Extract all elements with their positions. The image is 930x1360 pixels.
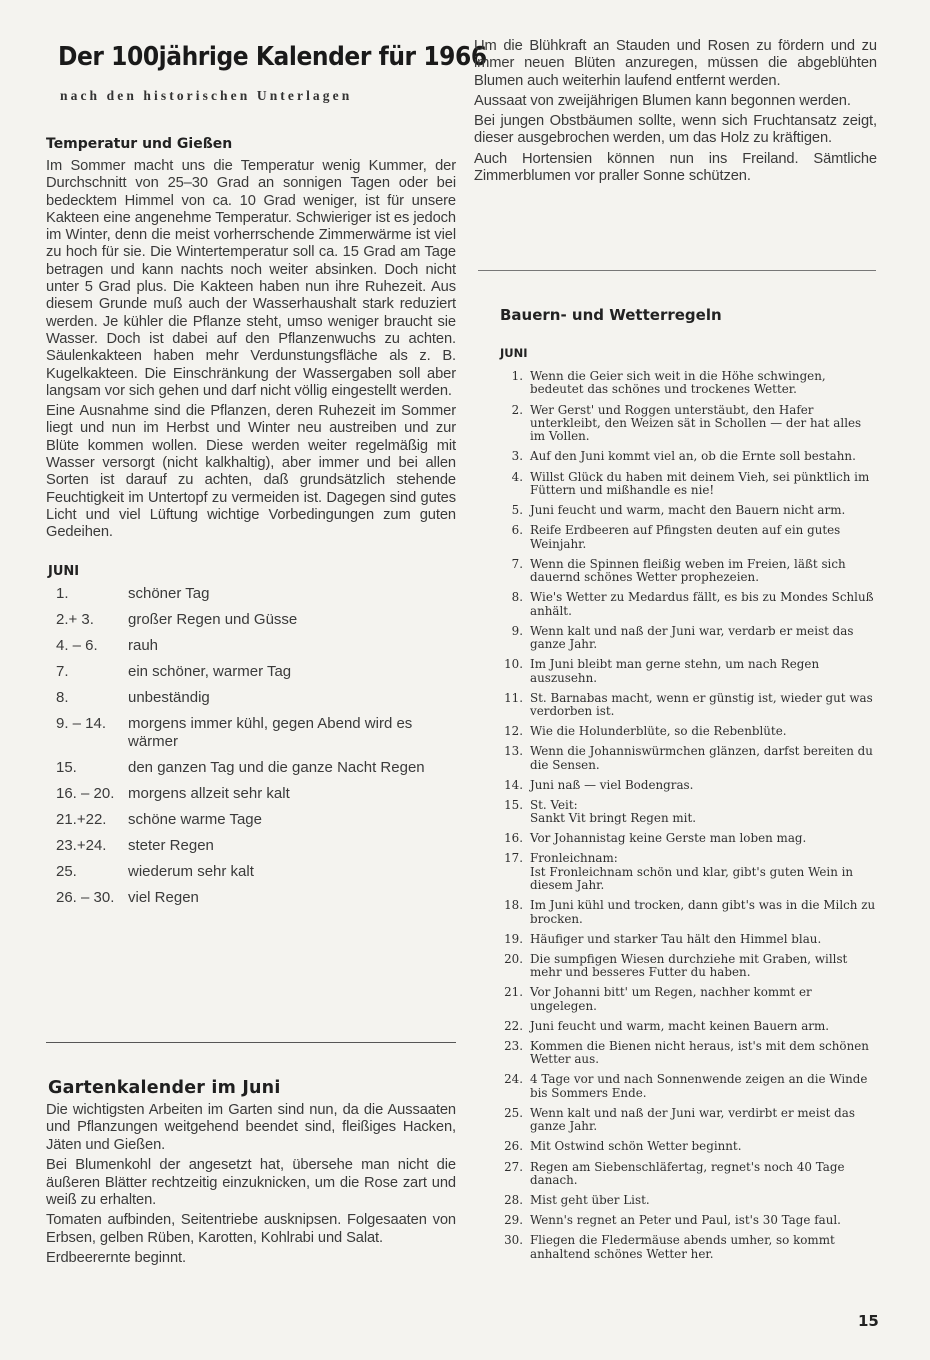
rule-number: 13.	[504, 744, 523, 759]
rule-text: Regen am Siebenschläfertag, regnet's noch 40 Tage danach.	[530, 1159, 845, 1187]
rule-text: Wenn's regnet an Peter und Paul, ist's 30 Tage faul.	[530, 1213, 841, 1228]
garden-continued-paragraph: Um die Blühkraft an Stauden und Rosen zu fördern und zu immer neuen Blüten anzuregen, müssen die abgeblühten Blumen auch weiterhin laufend entfernt werden.	[474, 38, 877, 89]
calendar-days: 1.	[56, 584, 69, 602]
rule-text: 4 Tage vor und nach Sonnenwende zeigen an die Winde bis Sommers Ende.	[530, 1072, 868, 1100]
rule-text: Wenn kalt und naß der Juni war, verdarb er meist das ganze Jahr.	[530, 623, 854, 651]
rule-text: Vor Johannistag keine Gerste man loben mag.	[530, 831, 807, 846]
rule-item	[500, 658, 878, 685]
rule-item	[500, 852, 878, 892]
garden-continued-paragraph: Aussaat von zweijährigen Blumen kann begonnen werden.	[474, 92, 851, 109]
right-column	[474, 38, 877, 187]
calendar-text: großer Regen und Güsse	[128, 610, 298, 628]
rule-text: Reife Erdbeeren auf Pfingsten deuten auf ein gutes Weinjahr.	[530, 523, 841, 551]
rule-number: 16.	[504, 831, 523, 846]
rules-heading: Bauern- und Wetterregeln	[500, 306, 722, 324]
rule-number: 22.	[504, 1018, 523, 1033]
rule-number: 10.	[504, 657, 523, 672]
rule-number: 8.	[511, 590, 523, 605]
rule-text: Kommen die Bienen nicht heraus, ist's mit dem schönen Wetter aus.	[530, 1038, 869, 1067]
rule-number: 6.	[511, 523, 523, 538]
rule-number: 26.	[504, 1139, 523, 1154]
garden-paragraph: Die wichtigsten Arbeiten im Garten sind nun, da die Aussaaten und Pflanzungen weitgehend beendet sind, fleißiges Hacken, Jäten und Gießen.	[46, 1102, 456, 1153]
rule-number: 19.	[504, 931, 523, 946]
calendar-entry	[46, 663, 456, 681]
calendar-entry	[46, 785, 456, 803]
rule-item	[500, 953, 878, 980]
rule-text: Im Juni bleibt man gerne stehn, um nach Regen auszusehn.	[530, 657, 820, 685]
calendar-days: 25.	[56, 862, 77, 880]
calendar-days: 21.+22.	[56, 810, 107, 828]
farmer-weather-rules	[500, 306, 878, 1268]
calendar-entry	[46, 637, 456, 655]
rule-text: Juni naß — viel Bodengras.	[530, 777, 694, 792]
rule-number: 30.	[504, 1233, 523, 1248]
rule-item	[500, 832, 878, 845]
rule-number: 28.	[504, 1193, 523, 1208]
garden-continued-paragraph: Bei jungen Obstbäumen sollte, wenn sich Fruchtansatz zeigt, dieser ausgebrochen werden, um das Holz zu kräftigen.	[474, 113, 877, 147]
calendar-text: morgens allzeit sehr kalt	[128, 784, 290, 802]
rule-text: Mit Ostwind schön Wetter beginnt.	[530, 1139, 742, 1154]
rule-text: Wenn die Spinnen fleißig weben im Freien, läßt sich dauernd schönes Wetter prophezeien.	[530, 556, 846, 584]
calendar-days: 9. – 14.	[56, 714, 107, 732]
rule-item	[500, 933, 878, 946]
rule-item	[500, 1073, 878, 1100]
rule-text: Fliegen die Fledermäuse abends umher, so kommt anhaltend schönes Wetter her.	[530, 1233, 835, 1261]
rule-item	[500, 692, 878, 719]
garden-paragraph: Tomaten aufbinden, Seitentriebe ausknipsen. Folgesaaten von Erbsen, gelben Rüben, Karotten, Kohlrabi und Salat.	[46, 1212, 456, 1246]
garden-heading: Gartenkalender im Juni	[48, 1078, 281, 1098]
calendar-entry	[46, 715, 456, 751]
calendar-entry	[46, 689, 456, 707]
rule-text: Auf den Juni kommt viel an, ob die Ernte soll bestahn.	[530, 449, 856, 464]
rule-item	[500, 524, 878, 551]
page-subtitle: nach den historischen Unterlagen	[60, 88, 353, 103]
rule-text: Wenn die Johanniswürmchen glänzen, darfst bereiten du die Sensen.	[530, 744, 873, 772]
calendar-text: steter Regen	[128, 836, 214, 854]
rule-item	[500, 1107, 878, 1134]
calendar-entry	[46, 585, 456, 603]
temperature-paragraph: Eine Ausnahme sind die Pflanzen, deren Ruhezeit im Sommer liegt und nun im Herbst und Winter neu austreiben und zur Blüte kommen wollen. Diese werden weiter regelmäßig mit Wasser versorgt (nicht kalkhaltig), aber immer und bei allen Sorten ist darauf zu achten, daß grundsätzlich stehende Feuchtigkeit im Untertopf zu vermeiden ist. Dagegen sind gutes Licht und viel Lüftung wichtige Vorbedingungen zum guten Gedeihen.	[46, 403, 456, 541]
rule-text: Wie die Holunderblüte, so die Rebenblüte.	[530, 724, 787, 739]
rule-number: 15.	[504, 797, 523, 812]
calendar-days: 8.	[56, 688, 69, 706]
calendar-text: viel Regen	[128, 888, 199, 906]
rule-number: 7.	[511, 556, 523, 571]
rule-number: 29.	[504, 1213, 523, 1228]
rule-number: 27.	[504, 1159, 523, 1174]
rule-item	[500, 504, 878, 517]
temperature-paragraph: Im Sommer macht uns die Temperatur wenig Kummer, der Durchschnitt von 25–30 Grad an sonnigen Tagen oder bei bedecktem Himmel von ca. 10 Grad weniger, ist für unsere Kakteen eine angenehme Temperatur. Schwieriger ist es jedoch im Winter, denn die meist vorherrschende Zimmerwärme ist viel zu hoch für sie. Die Wintertemperatur soll ca. 15 Grad am Tage betragen und kann nachts noch weiter absinken. Doch nicht unter 5 Grad plus. Die Kakteen haben nun ihre Ruhezeit. Aus diesem Grunde muß auch der Wasserhaushalt stark reduziert werden. Je kühler die Pflanze steht, umso weniger braucht sie Wasser. Doch ist dabei auf den Pflanzenwuchs zu achten. Säulenkakteen haben mehr Verdunstungsfläche als z. B. Kugelkakteen. Die Einschränkung der Wassergaben soll aber langsam vor sich gehen und darf nicht völlig eingestellt werden.	[46, 158, 456, 399]
calendar-text: rauh	[128, 636, 159, 654]
rule-item	[500, 450, 878, 463]
calendar-days: 26. – 30.	[56, 888, 115, 906]
garden-paragraph: Erdbeerernte beginnt.	[46, 1250, 186, 1267]
rule-item	[500, 745, 878, 772]
rule-item	[500, 725, 878, 738]
rule-text: Wer Gerst' und Roggen unterstäubt, den Hafer unterkleibt, den Weizen sät in Schollen — der hat alles im Vollen.	[530, 402, 862, 444]
calendar-days: 15.	[56, 758, 77, 776]
calendar-days: 2.+ 3.	[56, 610, 94, 628]
rule-text: Häufiger und starker Tau hält den Himmel blau.	[530, 931, 822, 946]
weather-calendar	[46, 585, 456, 907]
calendar-days: 23.+24.	[56, 836, 107, 854]
rule-text: Juni feucht und warm, macht den Bauern nicht arm.	[530, 503, 846, 517]
calendar-text: schöne warme Tage	[128, 810, 262, 828]
rule-number: 14.	[504, 777, 523, 792]
rule-item	[500, 370, 878, 397]
rule-number: 23.	[504, 1038, 523, 1053]
rule-item	[500, 591, 878, 618]
rule-number: 5.	[511, 503, 523, 517]
rule-item	[500, 799, 878, 826]
rule-text: Wenn kalt und naß der Juni war, verdirbt er meist das ganze Jahr.	[530, 1105, 855, 1134]
calendar-text: den ganzen Tag und die ganze Nacht Regen	[128, 758, 425, 776]
rule-text: Wie's Wetter zu Medardus fällt, es bis zu Mondes Schluß anhält.	[530, 590, 874, 618]
calendar-text: wiederum sehr kalt	[128, 862, 254, 880]
rule-item	[500, 1020, 878, 1033]
rule-number: 2.	[511, 402, 523, 417]
rule-text: Fronleichnam: Ist Fronleichnam schön und klar, gibt's guten Wein in diesem Jahr.	[530, 851, 854, 893]
calendar-text: unbeständig	[128, 688, 210, 706]
calendar-entry	[46, 811, 456, 829]
rule-text: Mist geht über List.	[530, 1193, 650, 1208]
rule-number: 24.	[504, 1072, 523, 1087]
temperature-heading: Temperatur und Gießen	[46, 136, 233, 152]
rule-number: 3.	[511, 449, 523, 464]
rule-number: 20.	[504, 951, 523, 966]
calendar-entry	[46, 863, 456, 881]
rule-text: Wenn die Geier sich weit in die Höhe schwingen, bedeutet das schönes und trockenes Wetter.	[530, 369, 826, 397]
calendar-entry	[46, 889, 456, 907]
rule-item	[500, 558, 878, 585]
rule-item	[500, 1161, 878, 1188]
calendar-days: 7.	[56, 662, 69, 680]
rule-text: Willst Glück du haben mit deinem Vieh, sei pünktlich im Füttern und mißhandle es nie!	[530, 469, 870, 497]
calendar-entry	[46, 611, 456, 629]
rules-list	[500, 370, 878, 1261]
garden-calendar	[46, 1078, 456, 1270]
rules-subheading: JUNI	[500, 346, 528, 360]
section-divider	[46, 1042, 456, 1043]
rule-item	[500, 1040, 878, 1067]
rule-item	[500, 1214, 878, 1227]
calendar-days: 16. – 20.	[56, 784, 115, 802]
rule-item	[500, 1234, 878, 1261]
rule-number: 18.	[504, 898, 523, 913]
rule-number: 17.	[504, 851, 523, 866]
section-divider	[478, 270, 876, 271]
calendar-entry	[46, 759, 456, 777]
rule-text: Juni feucht und warm, macht keinen Bauern arm.	[530, 1018, 830, 1033]
rule-number: 11.	[504, 690, 523, 705]
calendar-text: morgens immer kühl, gegen Abend wird es wärmer	[128, 714, 413, 750]
rule-number: 25.	[504, 1105, 523, 1120]
page-title: Der 100jährige Kalender für 1966	[58, 42, 487, 72]
rule-item	[500, 899, 878, 926]
rule-item	[500, 471, 878, 498]
rule-number: 1.	[511, 369, 523, 383]
rule-item	[500, 1140, 878, 1153]
rule-item	[500, 986, 878, 1013]
calendar-entry	[46, 837, 456, 855]
page-number: 15	[858, 1312, 879, 1330]
calendar-text: ein schöner, warmer Tag	[128, 662, 292, 680]
garden-paragraph: Bei Blumenkohl der angesetzt hat, übersehe man nicht die äußeren Blätter rechtzeitig einzuknicken, um die Rose zart und weiß zu erhalten.	[46, 1157, 456, 1209]
rule-item	[500, 1194, 878, 1207]
rule-text: Vor Johanni bitt' um Regen, nachher kommt er ungelegen.	[530, 985, 812, 1013]
rule-text: St. Veit: Sankt Vit bringt Regen mit.	[530, 797, 697, 826]
rule-text: Im Juni kühl und trocken, dann gibt's was in die Milch zu brocken.	[530, 898, 876, 926]
rule-item	[500, 625, 878, 652]
rule-number: 9.	[511, 623, 523, 638]
calendar-heading: JUNI	[48, 563, 80, 579]
left-column	[46, 40, 487, 915]
rule-item	[500, 404, 878, 444]
rule-text: Die sumpfigen Wiesen durchziehe mit Graben, willst mehr und besseres Futter du haben.	[530, 951, 848, 980]
calendar-text: schöner Tag	[128, 584, 210, 602]
rule-item	[500, 779, 878, 792]
garden-continued-paragraph: Auch Hortensien können nun ins Freiland. Sämtliche Zimmerblumen vor praller Sonne schützen.	[474, 150, 877, 185]
rule-number: 4.	[511, 469, 523, 484]
calendar-days: 4. – 6.	[56, 636, 98, 654]
rule-number: 21.	[504, 985, 523, 1000]
rule-number: 12.	[504, 724, 523, 739]
rule-text: St. Barnabas macht, wenn er günstig ist, wieder gut was verdorben ist.	[530, 690, 873, 718]
